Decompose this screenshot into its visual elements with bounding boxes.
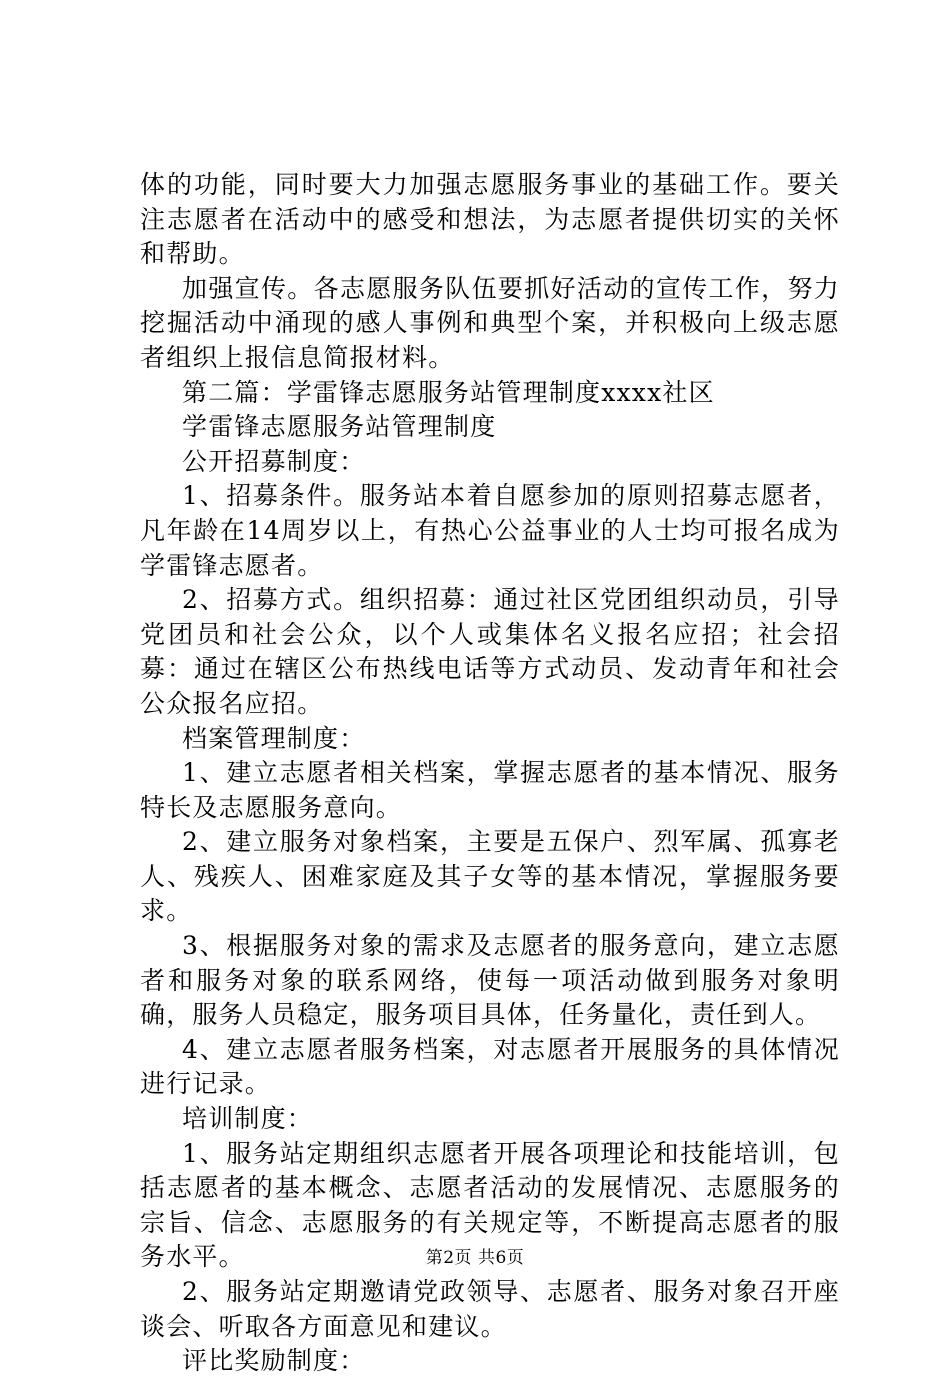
- section-heading: 第二篇：学雷锋志愿服务站管理制度xxxx社区: [182, 377, 715, 407]
- paragraph: 体的功能，同时要大力加强志愿服务事业的基础工作。要关注志愿者在活动中的感受和想法，为志愿者提供切实的关怀和帮助。: [140, 170, 840, 269]
- section-heading: 评比奖励制度：: [182, 1346, 366, 1376]
- paragraph: 4、建立志愿者服务档案，对志愿者开展服务的具体情况进行记录。: [140, 1034, 840, 1099]
- document-body: [140, 168, 840, 1379]
- document-title: 学雷锋志愿服务站管理制度: [182, 412, 497, 442]
- paragraph: 加强宣传。各志愿服务队伍要抓好活动的宣传工作，努力挖掘活动中涌现的感人事例和典型个案，并积极向上级志愿者组织上报信息简报材料。: [140, 273, 840, 372]
- section-heading: 公开招募制度：: [182, 446, 366, 476]
- paragraph: 2、建立服务对象档案，主要是五保户、烈军属、孤寡老人、残疾人、困难家庭及其子女等的基本情况，掌握服务要求。: [140, 827, 840, 926]
- paragraph: 1、招募条件。服务站本着自愿参加的原则招募志愿者，凡年龄在14周岁以上，有热心公益事业的人士均可报名成为学雷锋志愿者。: [140, 481, 840, 580]
- paragraph: 2、招募方式。组织招募：通过社区党团组织动员，引导党团员和社会公众，以个人或集体名义报名应招；社会招募：通过在辖区公布热线电话等方式动员、发动青年和社会公众报名应招。: [140, 585, 840, 718]
- paragraph: 2、服务站定期邀请党政领导、志愿者、服务对象召开座谈会、听取各方面意见和建议。: [140, 1277, 840, 1341]
- paragraph: 1、服务站定期组织志愿者开展各项理论和技能培训，包括志愿者的基本概念、志愿者活动的发展情况、志愿服务的宗旨、信念、志愿服务的有关规定等，不断提高志愿者的服务水平。: [140, 1138, 840, 1272]
- page-number-footer: 第2页 共6页: [425, 1248, 525, 1268]
- paragraph: 3、根据服务对象的需求及志愿者的服务意向，建立志愿者和服务对象的联系网络，使每一项活动做到服务对象明确，服务人员稳定，服务项目具体，任务量化，责任到人。: [140, 931, 840, 1030]
- section-heading: 培训制度：: [182, 1104, 314, 1134]
- section-heading: 档案管理制度：: [182, 723, 366, 753]
- paragraph: 1、建立志愿者相关档案，掌握志愿者的基本情况、服务特长及志愿服务意向。: [140, 758, 840, 822]
